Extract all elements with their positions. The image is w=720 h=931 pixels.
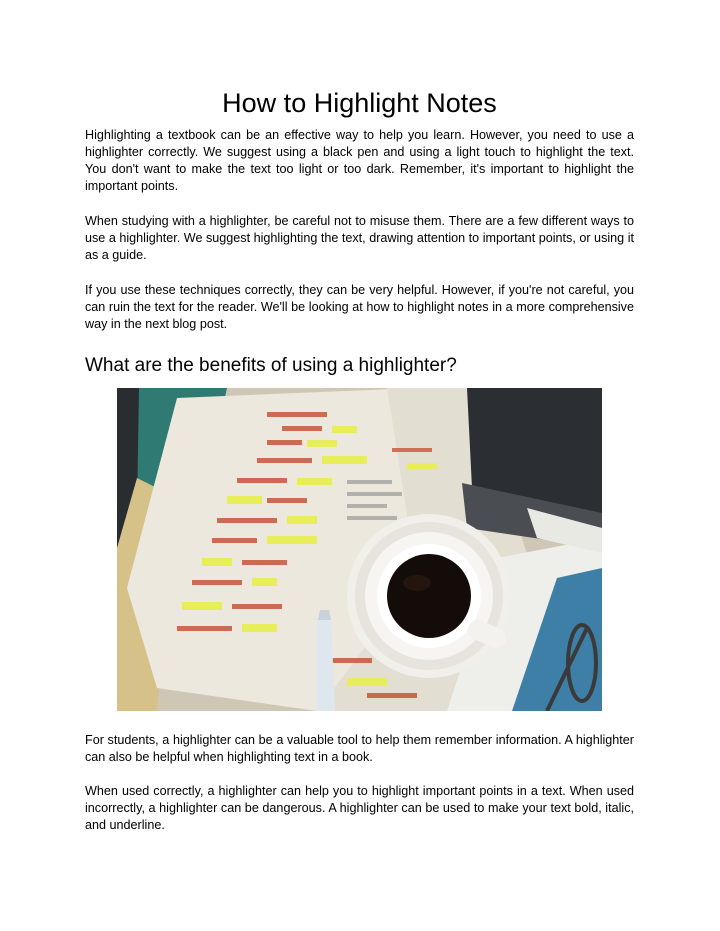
section-heading: What are the benefits of using a highlighter?: [85, 355, 457, 376]
page-title: How to Highlight Notes: [222, 88, 497, 118]
intro-paragraph-1: Highlighting a textbook can be an effective way to help you learn. However, you need to use a highlighter correctly. We suggest using a black pen and using a light touch to highlight the text. You don't want to make the text too light or too dark. Remember, it's important to highlight the important points.: [85, 128, 634, 193]
intro-paragraph-3: If you use these techniques correctly, they can be very helpful. However, if you're not careful, you can ruin the text for the reader. We'll be looking at how to highlight notes in a more comprehensive way in the next blog post.: [85, 283, 634, 331]
body-paragraph-1: For students, a highlighter can be a valuable tool to help them remember information. A highlighter can also be helpful when highlighting text in a book.: [85, 733, 634, 764]
body-paragraph-2: When used correctly, a highlighter can help you to highlight important points in a text. When used incorrectly, a highlighter can be dangerous. A highlighter can be used to make your text bold, italic, and underline.: [85, 784, 634, 832]
study-photo: [117, 388, 602, 711]
study-photo-illustration: [117, 388, 602, 711]
intro-paragraph-2: When studying with a highlighter, be careful not to misuse them. There are a few different ways to use a highlighter. We suggest highlighting the text, drawing attention to important points, or using it as a guide.: [85, 214, 634, 262]
coffee-cup: [347, 514, 511, 678]
